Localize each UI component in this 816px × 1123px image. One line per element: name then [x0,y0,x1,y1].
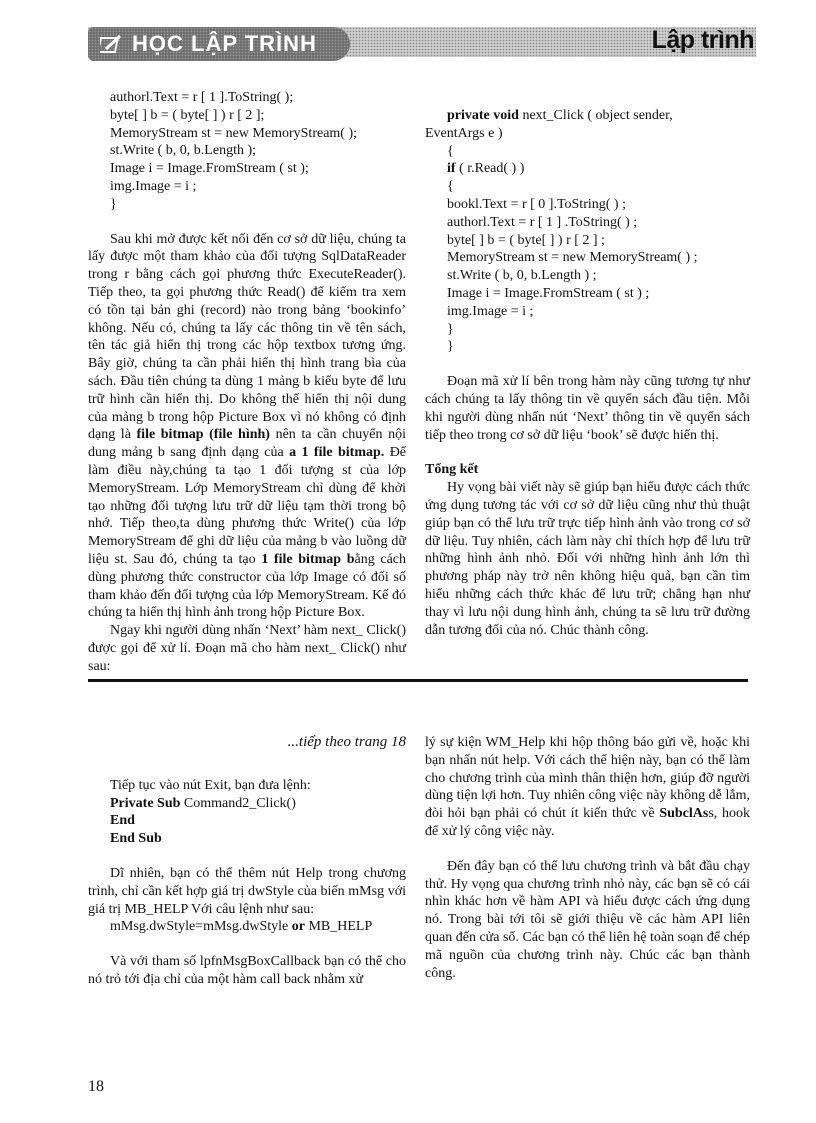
body-paragraph: Và với tham số lpfnMsgBoxCallback bạn có thể cho nó trỏ tới địa chỉ của một hàm call back nhằm xử [88,954,406,987]
code-line: { [447,143,454,159]
code-line: } [447,339,454,355]
body-paragraph: Ngay khi người dùng nhấn ‘Next’ hàm next_ Click() được gọi để xử lí. Đoạn mã cho hàm next_ Click() như sau: [88,623,406,674]
body-paragraph: lý sự kiện WM_Help khi hộp thông báo gửi về, hoặc khi bạn nhấn nút help. Với cách thể hiện này, bạn có thể làm cho chương trình của mình thân thiện hơn, giúp đỡ người dùng tiện lợi hơn. Tuy nhiên công việc này không dễ lắm, đòi hỏi bạn phải có chút ít kiến thức về SubclAss, hook để xử lý công việc này. [425,735,751,839]
code-line: byte[ ] b = ( byte[ ] ) r [ 2 ] ; [447,232,605,248]
body-line: Tiếp tục vào nút Exit, bạn đưa lệnh: [110,777,311,793]
code-line: img.Image = i ; [110,178,197,194]
notebook-pencil-icon [100,33,124,55]
code-line: } [110,196,117,212]
body-paragraph: Dĩ nhiên, bạn có thể thêm nút Help trong chương trình, chỉ cần kết hợp giá trị dwStyle của biến mMsg với giá trị MB_HELP Với câu lệnh như sau: [88,865,406,917]
code-line: img.Image = i ; [447,303,534,319]
code-line: if ( r.Read( ) ) [447,161,525,177]
body-paragraph: Sau khi mở được kết nối đến cơ sở dữ liệu, chúng ta lấy được một tham khảo của đối tượng SqlDataReader trong r bằng cách gọi phương thức ExecuteReader(). Tiếp theo, ta gọi phương thức Read() để kiểm tra xem có tồn tại bản ghi (record) nào trong bảng ‘bookinfo’ không. Nếu có, chúng ta lấy các thông tin về tên sách, tên tác giả hiển thị trong các hộp textbox tương ứng. Bây giờ, chúng ta cần phải hiển thị hình trang bìa của sách. Đầu tiên chúng ta dùng 1 mảng b kiểu byte để lưu trữ hình cần hiển thị. Do không thể hiển thị nội dung của mảng b trong hộp Picture Box vì nó không có định dạng là file bitmap (file hình) nên ta cần chuyển nội dung mảng b sang định dạng của a 1 file bitmap. Để làm điều này,chúng ta tạo 1 đối tượng st của lớp MemoryStream. Lớp MemoryStream chỉ dùng để khởi tạo những đối tượng lưu trữ dữ liệu tạm thời trong bộ nhớ. Tiếp theo,ta dùng phương thức Write() của lớp MemoryStream để ghi dữ liệu của mảng b vào luồng dữ liệu st. Sau đó, chúng ta tạo 1 file bitmap bằng cách dùng phương thức constructor của lớp Image có đối số tham khảo đến đối tượng của lớp MemoryStream. Kế đó chúng ta hiển thị hình ảnh trong hộp Picture Box. [88,231,407,621]
magazine-section-title: HỌC LẬP TRÌNH [132,31,317,56]
body-paragraph: Đoạn mã xử lí bên trong hàm này cũng tương tự như cách chúng ta lấy thông tin về quyển sách đầu tiện. Mỗi khi người dùng nhấn nút ‘Next’ thông tin về quyển sách tiếp theo trong cơ sở dữ liệu ‘book’ sẽ được hiển thị. [425,374,750,443]
code-line: bookl.Text = r [ 0 ].ToString( ) ; [447,196,626,212]
code-line: authorl.Text = r [ 1 ].ToString( ); [110,90,294,105]
bottom-right-column [425,734,750,982]
category-label: Lập trình [651,26,754,54]
code-line: End [110,813,135,829]
code-line: Private Sub Command2_Click() [110,795,296,811]
code-line: } [447,321,454,337]
code-line: byte[ ] b = ( byte[ ] ) r [ 2 ]; [110,107,265,123]
code-line: mMsg.dwStyle=mMsg.dwStyle or MB_HELP [110,919,373,935]
code-line: { [447,179,454,195]
code-line: st.Write ( b, 0, b.Length ) ; [447,268,597,284]
page-number: 18 [88,1078,104,1095]
top-left-column [88,89,406,676]
body-paragraph: Hy vọng bài viết này sẽ giúp bạn hiểu được cách thức ứng dụng tương tác với cơ sở dữ liệu cũng như thủ thuật giúp bạn có thể lưu trữ trực tiếp hình ảnh vào trong cơ sở dữ liệu. Tuy nhiên, cách làm này chỉ thích hợp để lưu trữ những hình ảnh nhỏ. Đối với những hình ảnh lớn thì phương pháp này trở nên không hiệu quả, bạn cần tìm hiểu những cách thức khác để lưu trữ; chẳng hạn như thay vì lưu nội dung hình ảnh, chúng ta sẽ lưu trữ đường dẫn tương đối của nó. Chúc thành công. [425,480,750,638]
code-line: MemoryStream st = new MemoryStream( ) ; [447,250,698,266]
code-line: Image i = Image.FromStream ( st ) ; [447,285,650,301]
code-line: st.Write ( b, 0, b.Length ); [110,143,257,159]
code-line: End Sub [110,831,162,847]
code-line: authorl.Text = r [ 1 ] .ToString( ) ; [447,214,638,230]
code-line: EventArgs e ) [425,125,503,141]
header-badge [88,27,350,61]
section-divider [88,679,748,682]
body-paragraph: Đến đây bạn có thể lưu chương trình và bắt đầu chạy thử. Hy vọng qua chương trình nhỏ này, các bạn sẽ có cái nhìn khác hơn về hàm API và hiểu được cách ứng dụng nó. Trong bài tới tôi sẽ giới thiệu về các hàm API liên quan đến cửa sổ. Các bạn có thể liên hệ toàn soạn để chép mã nguồn của chương trình này. Chúc các bạn thành công. [425,858,750,981]
bottom-left-column [88,734,406,989]
code-line: Image i = Image.FromStream ( st ); [110,161,309,177]
code-line: MemoryStream st = new MemoryStream( ); [110,125,358,141]
top-right-column [425,107,750,639]
section-heading: Tổng kết [425,462,479,478]
continued-from-note: ...tiếp theo trang 18 [287,734,406,750]
code-line: private void next_Click ( object sender, [447,108,673,123]
